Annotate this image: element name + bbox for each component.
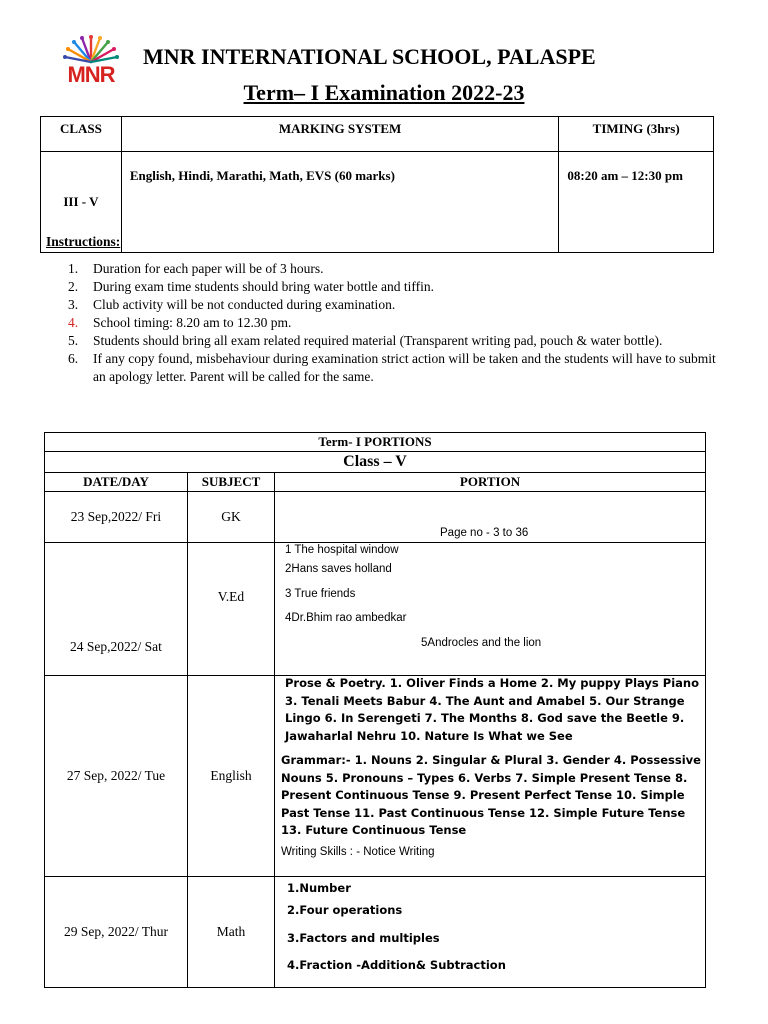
portion-item: 1.Number — [287, 881, 351, 895]
table-row — [45, 676, 706, 877]
instruction-item — [68, 332, 718, 350]
portion-item: 3.Factors and multiples — [287, 930, 440, 945]
exam-subject: Math — [188, 877, 275, 988]
instruction-item — [68, 350, 718, 386]
instruction-number: 3. — [68, 297, 79, 312]
marking-system-value: English, Hindi, Marathi, Math, EVS (60 marks) — [121, 152, 559, 253]
writing-skills — [281, 844, 701, 862]
portions-title: Term- I PORTIONS — [45, 433, 706, 452]
class-range: III - V — [41, 152, 122, 253]
summary-header-row — [41, 117, 714, 152]
instruction-text: During exam time students should bring water bottle and tiffin. — [93, 279, 434, 294]
instruction-item — [68, 314, 718, 332]
portions-title-row — [45, 433, 706, 452]
header-timing: TIMING (3hrs) — [559, 117, 714, 152]
instruction-item — [68, 296, 718, 314]
writing-skills-value: Notice Writing — [363, 845, 435, 858]
portions-header-row — [45, 473, 706, 492]
portion-item: 4.Fraction -Addition& Subtraction — [287, 958, 506, 972]
portion-item: 2.Four operations — [287, 903, 403, 917]
class-label: Class – V — [45, 452, 706, 473]
summary-table — [40, 116, 714, 253]
logo-text: MNR — [67, 62, 115, 87]
instruction-text: Students should bring all exam related required material (Transparent writing pad, pouch & water bottle). — [93, 333, 663, 348]
header-date-day: DATE/DAY — [45, 473, 188, 492]
exam-date: 27 Sep, 2022/ Tue — [45, 676, 188, 877]
instruction-item — [68, 260, 718, 278]
portion-cell — [275, 492, 706, 543]
exam-date: 29 Sep, 2022/ Thur — [45, 877, 188, 988]
exam-subject: V.Ed — [188, 543, 275, 676]
exam-date: 24 Sep,2022/ Sat — [45, 543, 188, 676]
writing-skills-label: Writing Skills : - — [281, 845, 364, 858]
portions-table — [44, 432, 706, 988]
instruction-number: 1. — [68, 261, 79, 276]
instruction-number: 2. — [68, 279, 79, 294]
school-name: MNR INTERNATIONAL SCHOOL, PALASPE — [143, 44, 596, 69]
header-subject: SUBJECT — [188, 473, 275, 492]
instruction-number-highlighted: 4. — [68, 315, 79, 330]
header-class: CLASS — [41, 117, 122, 152]
exam-date: 23 Sep,2022/ Fri — [45, 492, 188, 543]
portion-item: 5Androcles and the lion — [421, 636, 542, 649]
instruction-number: 6. — [68, 351, 79, 366]
gk-portion-text: Page no - 3 to 36 — [440, 527, 529, 539]
table-row — [45, 877, 706, 988]
portion-item: 3 True friends — [285, 587, 356, 600]
exam-title — [0, 80, 768, 106]
table-row — [45, 492, 706, 543]
portion-cell — [275, 877, 706, 988]
portion-item: 2Hans saves holland — [285, 563, 392, 575]
instructions-list — [68, 260, 718, 386]
header-portion: PORTION — [275, 473, 706, 492]
grammar-list: Grammar:- 1. Nouns 2. Singular & Plural 3. Gender 4. Possessive Nouns 5. Pronouns – Types 6. Verbs 7. Simple Present Tense 8. Present Continuous Tense 9. Present Perfect Tense 10. Simple Past Tense 11. Past Continuous Tense 12. Simple Future Tense 13. Future Continuous Tense — [281, 753, 701, 837]
prose-poetry-list: Prose & Poetry. 1. Oliver Finds a Home 2. My puppy Plays Piano 3. Tenali Meets Babur 4. The Aunt and Amabel 5. Our Strange Lingo 6. In Serengeti 7. The Months 8. God save the Beetle 9. Jawaharlal Nehru 10. Nature Is What we See — [285, 676, 699, 743]
exam-subject: English — [188, 676, 275, 877]
portion-cell — [275, 676, 706, 877]
header-marking-system: MARKING SYSTEM — [121, 117, 559, 152]
instruction-text: School timing: 8.20 am to 12.30 pm. — [93, 315, 292, 330]
instruction-item — [68, 278, 718, 296]
portion-item: 1 The hospital window — [285, 544, 399, 556]
instruction-number: 5. — [68, 333, 79, 348]
instructions-heading: Instructions: — [46, 234, 121, 249]
instruction-text: Club activity will be not conducted during examination. — [93, 297, 396, 312]
exam-title-text: Term– I Examination 2022-23 — [243, 80, 525, 105]
table-row — [45, 543, 706, 676]
class-label-row — [45, 452, 706, 473]
instruction-text: If any copy found, misbehaviour during examination strict action will be taken and the students will have to submit an apology letter. Parent will be called for the same. — [93, 351, 716, 384]
instruction-text: Duration for each paper will be of 3 hours. — [93, 261, 324, 276]
summary-data-row — [41, 152, 714, 253]
exam-subject: GK — [188, 492, 275, 543]
timing-value: 08:20 am – 12:30 pm — [559, 152, 714, 253]
portion-item: 4Dr.Bhim rao ambedkar — [285, 612, 407, 624]
portion-cell — [275, 543, 706, 676]
